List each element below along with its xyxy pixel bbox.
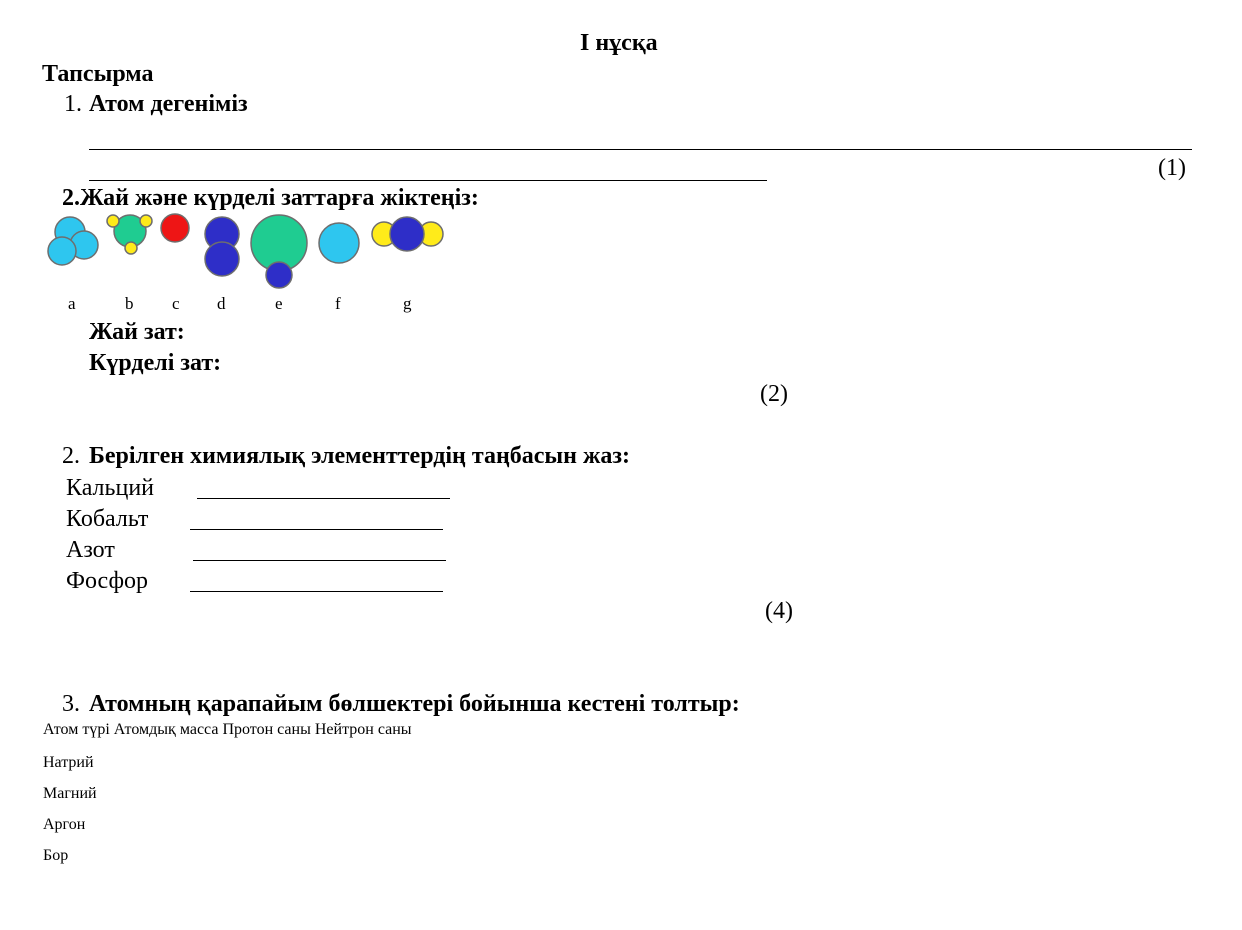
atom-b-2 <box>140 215 152 227</box>
q3-score: (4) <box>765 598 793 624</box>
q2-score: (2) <box>760 381 788 407</box>
table-row-magnesium: Магний <box>43 785 97 802</box>
element-calcium: Кальций <box>66 475 155 501</box>
table-header-atom-type: Атом түрі <box>43 721 110 738</box>
atom-f <box>319 223 359 263</box>
molecule-b <box>107 215 152 254</box>
atom-d2 <box>205 242 239 276</box>
variant-title: I нұсқа <box>580 30 658 56</box>
atom-b-3 <box>125 242 137 254</box>
molecule-e <box>251 215 307 288</box>
atom-g2 <box>390 217 424 251</box>
molecule-d <box>205 217 239 276</box>
molecule-label-f: f <box>335 294 341 313</box>
table-header-atomic-mass: Атомдық масса <box>113 721 219 738</box>
q4-text: Атомның қарапайым бөлшектері бойынша кестені толтыр: <box>89 691 740 717</box>
q2-text: 2.Жай және күрделі заттарға жіктеңіз: <box>62 185 479 211</box>
task-heading: Тапсырма <box>42 61 154 87</box>
molecule-g <box>372 217 443 251</box>
q4-number: 3. <box>62 691 80 717</box>
simple-substance-label: Жай зат: <box>89 319 185 345</box>
table-header-row <box>43 720 412 740</box>
molecule-c <box>161 214 189 242</box>
q3-number: 2. <box>62 443 80 469</box>
element-nitrogen-answer-line[interactable] <box>193 560 446 561</box>
q1-text: Атом дегеніміз <box>89 91 248 117</box>
element-calcium-answer-line[interactable] <box>197 498 450 499</box>
table-header-proton-count: Протон саны <box>222 721 311 738</box>
q1-number: 1. <box>64 91 82 117</box>
element-cobalt-answer-line[interactable] <box>190 529 443 530</box>
molecule-label-g: g <box>403 294 412 313</box>
molecule-a <box>48 217 98 265</box>
q3-text: Берілген химиялық элементтердің таңбасын жаз: <box>89 443 631 469</box>
element-nitrogen: Азот <box>66 537 115 563</box>
element-phosphorus-answer-line[interactable] <box>190 591 443 592</box>
element-cobalt: Кобальт <box>66 506 149 532</box>
atom-e-small <box>266 262 292 288</box>
table-header-neutron-count: Нейтрон саны <box>314 721 412 738</box>
table-row-boron: Бор <box>43 847 69 864</box>
atom-a3 <box>48 237 76 265</box>
complex-substance-label: Күрделі зат: <box>89 350 222 376</box>
molecule-label-b: b <box>125 294 134 313</box>
molecules-figure <box>0 0 1242 320</box>
molecule-label-a: a <box>68 294 76 313</box>
atom-b-1 <box>107 215 119 227</box>
q1-score: (1) <box>1158 155 1186 181</box>
element-phosphorus: Фосфор <box>66 568 149 594</box>
atom-c <box>161 214 189 242</box>
molecule-label-d: d <box>217 294 226 313</box>
molecule-f <box>319 223 359 263</box>
molecule-label-e: e <box>275 294 283 313</box>
table-row-argon: Аргон <box>43 816 86 833</box>
table-row-sodium: Натрий <box>43 754 94 771</box>
molecule-label-c: c <box>172 294 180 313</box>
